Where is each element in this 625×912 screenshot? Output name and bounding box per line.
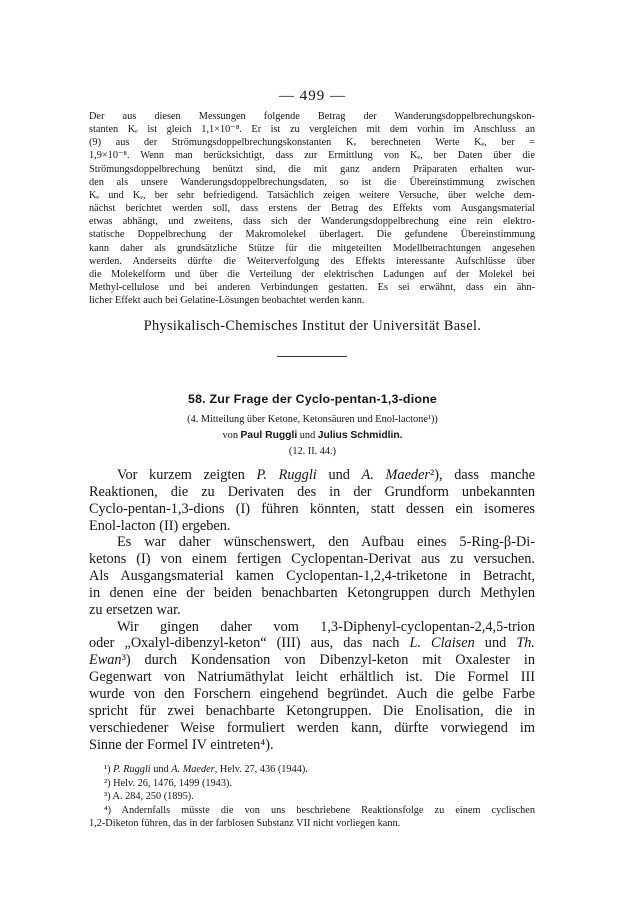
text-line: in denen eine der beiden benachbarten Ketongruppen durch Methylen (89, 584, 535, 601)
text-line: Methyl-cellulose und bei anderen Verbindungen gestatten. Es sei erwähnt, dass ein ähn- (89, 282, 535, 294)
article-body (89, 467, 535, 753)
text-line: Enol-lacton (II) ergeben. (89, 517, 231, 534)
footnote: ⁴) Andernfalls müsste die von uns beschriebene Reaktionsfolge zu einem cyclischen (104, 804, 535, 816)
page-number: — 499 — (279, 88, 346, 104)
article-series-note: (4. Mitteilung über Ketone, Ketonsäuren und Enol-lactone¹)) (187, 414, 438, 425)
text-line: ketons (I) von einem fertigen Cyclopentan-Derivat aus zu versuchen. (89, 551, 535, 568)
text-line: licher Effekt auch bei Gelatine-Lösungen beobachtet werden kann. (89, 295, 365, 307)
text-line: Kₑ und Kₑ, ber sehr befriedigend. Tatsächlich zeigen weitere Versuche, über welche dem- (89, 189, 535, 201)
text-line: Als Ausgangsmaterial kamen Cyclopentan-1,2,4-triketone in Betracht, (89, 568, 535, 585)
text-line: Ewan³) durch Kondensation von Dibenzyl-keton mit Oxalester in (89, 652, 535, 669)
institute-affiliation: Physikalisch-Chemisches Institut der Universität Basel. (143, 318, 482, 334)
text-line: wurde von den Forschern eingehend begründet. Auch die gelbe Farbe (89, 685, 535, 702)
text-line: Gegenwart von Natriumäthylat leicht erhältlich ist. Die Formel III (89, 669, 535, 686)
footnote: ³) A. 284, 250 (1895). (104, 791, 194, 803)
text-line: Strömungsdoppelbrechung benützt sind, die mit ganz andern Präparaten erhalten wur- (89, 163, 535, 175)
text-line: Es war daher wünschenswert, den Aufbau eines 5-Ring-β-Di- (117, 534, 535, 551)
text-line: zu ersetzen war. (89, 601, 181, 618)
text-line: Cyclo-pentan-1,3-dions (I) führen könnten, statt dessen ein isomeres (89, 500, 535, 517)
footnotes (89, 763, 535, 831)
authors-prefix: von (222, 430, 238, 441)
text-line: die Molekelform und über die Verteilung der elektrischen Ladungen auf der Molekel bei (89, 268, 535, 280)
section-divider (277, 356, 347, 357)
text-line: Sinne der Formel IV eintreten⁴). (89, 736, 274, 753)
text-line: Der aus diesen Messungen folgende Betrag der Wanderungsdoppelbrechungskon- (89, 111, 535, 122)
text-line: etwas abhängt, und zweitens, dass sich der Wanderungsdoppelbrechung eine rein elektro- (89, 216, 535, 228)
text-line: kann daher als grundsätzliche Stütze für die mitgeteilten Modellbetrachtungen angesehen (89, 242, 535, 254)
authors-conjunction: und (299, 430, 316, 441)
text-line: oder „Oxalyl-dibenzyl-keton“ (III) aus, das nach L. Claisen und Th. (89, 635, 536, 652)
author-name: Julius Schmidlin. (317, 430, 403, 441)
article-date: (12. II. 44.) (288, 446, 337, 457)
footnote: ²) Helv. 26, 1476, 1499 (1943). (104, 777, 232, 789)
text-line: stanten Kₑ ist gleich 1,1×10⁻⁸. Er ist zu vergleichen mit dem vorhin im Anschluss an (89, 124, 535, 136)
text-line: Vor kurzem zeigten P. Ruggli und A. Maeder²), dass manche (117, 467, 536, 483)
text-line: (9) aus der Strömungsdoppelbrechungskonstanten Kᵥ berechneten Werte Kₑ, ber = (89, 137, 535, 149)
text-line: verschiedener Weise formuliert werden kann, dürfte vorwiegend im (89, 719, 535, 736)
text-line: 1,9×10⁻⁸. Wenn man berücksichtigt, dass zur Ermittlung von Kₑ, ber Daten über die (89, 150, 535, 162)
text-line: statische Doppelbrechung der Makromolekel überlagert. Die gefundene Übereinstimmung (89, 229, 535, 241)
text-line: nächst berichtet werden soll, dass erstens der Betrag des Effekts vom Ausgangsmaterial (89, 203, 535, 215)
footnote-continuation: 1,2-Diketon führen, das in der farblosen Substanz VII nicht vorliegen kann. (89, 818, 401, 830)
text-line: den als unsere Wanderungsdoppelbrechungsdaten, so ist die Übereinstimmung zwischen (89, 176, 535, 188)
author-name: Paul Ruggli (240, 430, 298, 441)
continuation-paragraph (89, 110, 535, 307)
footnote: ¹) P. Ruggli und A. Maeder, Helv. 27, 436 (1944). (104, 764, 308, 775)
text-line: spricht für zwei benachbarte Ketongruppen. Die Enolisation, die in (89, 702, 535, 719)
article-title: 58. Zur Frage der Cyclo-pentan-1,3-dione (188, 392, 437, 406)
text-line: Reaktionen, die zu Derivaten des in der Grundform unbekannten (89, 483, 535, 500)
text-line: werden. Anderseits dürfte die Weiterverfolgung des Effekts interessante Aufschlüsse über (89, 255, 535, 267)
text-line: Wir gingen daher vom 1,3-Diphenyl-cyclopentan-2,4,5-trion (117, 618, 535, 635)
article-authors (0, 430, 625, 441)
